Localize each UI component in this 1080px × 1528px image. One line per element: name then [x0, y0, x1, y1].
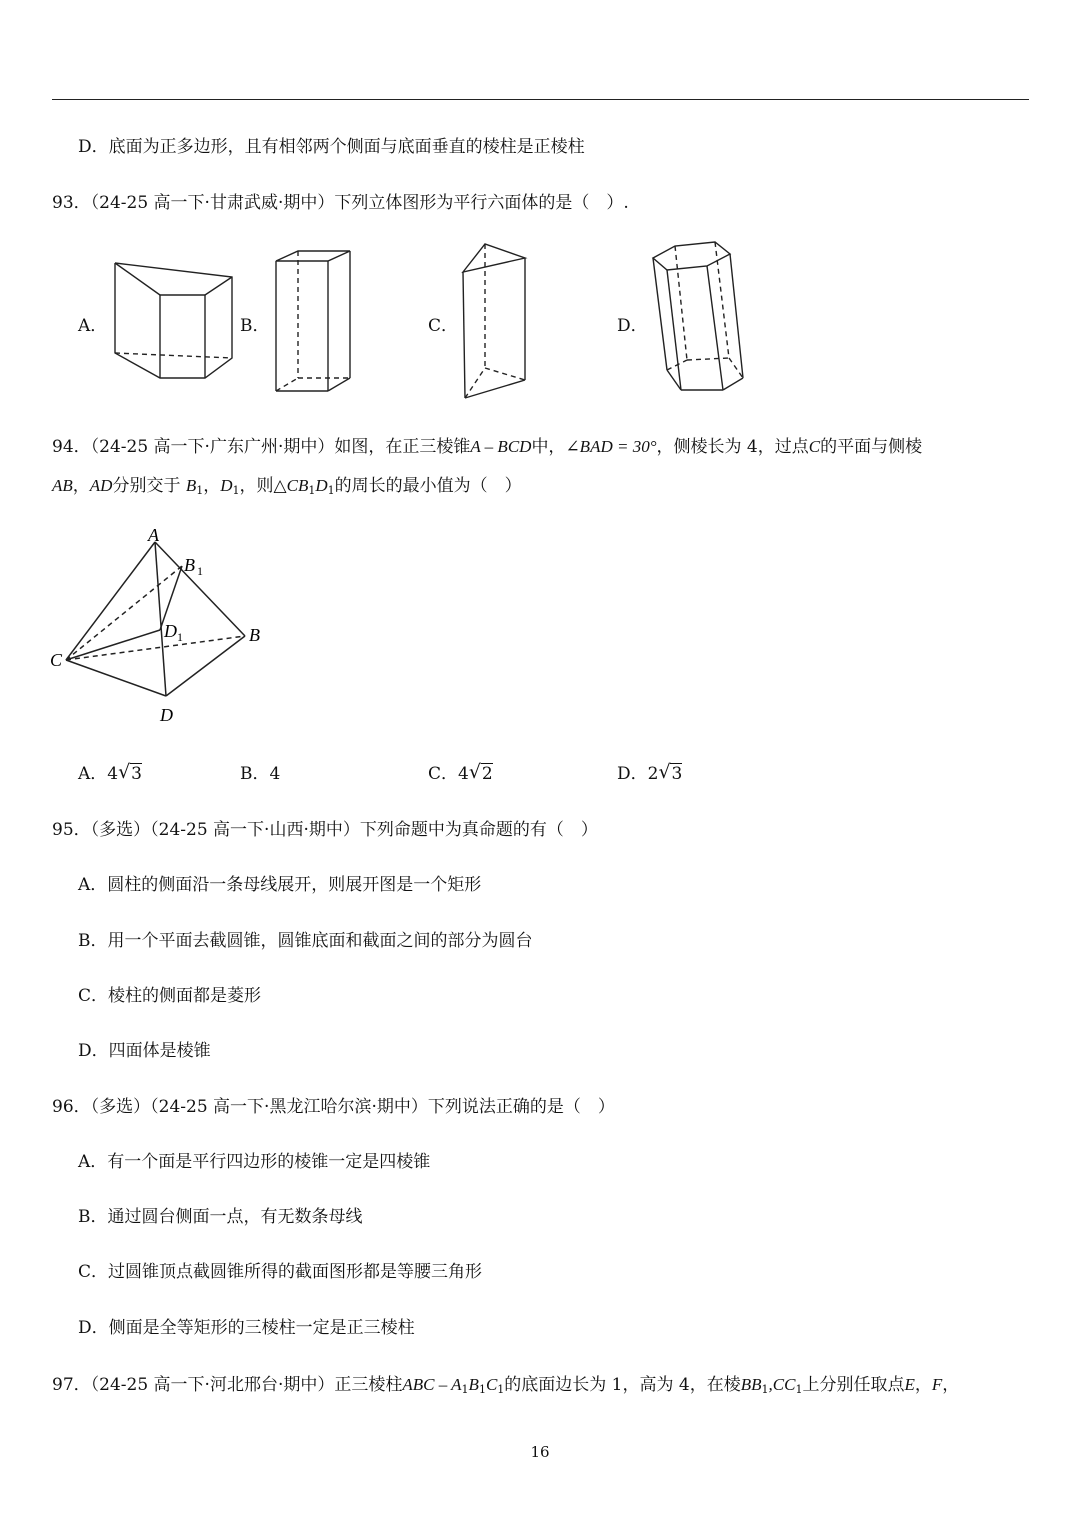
q93-option-d-label: D．: [617, 316, 648, 336]
label-a: A: [148, 525, 159, 545]
q95-option-c: C．棱柱的侧面都是菱形: [78, 986, 262, 1006]
q94-option-c: C．4 √ 2: [428, 761, 493, 784]
q96-option-b: B．通过圆台侧面一点，有无数条母线: [78, 1207, 363, 1227]
header-rule: [52, 99, 1029, 100]
q94-option-d: D．2 √ 3: [617, 761, 683, 784]
q96-stem: 96．（多选）（24-25 高一下·黑龙江哈尔滨·期中）下列说法正确的是（ ）: [52, 1097, 615, 1117]
q93-option-b-label: B．: [240, 316, 270, 336]
q94-option-b: B．4: [240, 764, 281, 784]
q95-option-d: D．四面体是棱锥: [78, 1041, 211, 1061]
q93-option-a-label: A．: [78, 316, 108, 336]
q96-option-d: D．侧面是全等矩形的三棱柱一定是正三棱柱: [78, 1318, 415, 1338]
q93-figure-a: [100, 255, 240, 385]
prism-name: ABC – A: [402, 1375, 462, 1394]
q92-option-d: D．底面为正多边形，且有相邻两个侧面与底面垂直的棱柱是正棱柱: [78, 137, 585, 157]
svg-text:1: 1: [197, 564, 203, 578]
q94-pyramid-figure: [40, 520, 280, 730]
label-b: B: [249, 625, 260, 645]
label-c: C: [50, 650, 63, 670]
pyramid-name: A – BCD: [470, 437, 532, 456]
q94-option-a: A．4 √ 3: [78, 761, 142, 784]
q95-option-b: B．用一个平面去截圆锥，圆锥底面和截面之间的部分为圆台: [78, 931, 533, 951]
q96-option-c: C．过圆锥顶点截圆锥所得的截面图形都是等腰三角形: [78, 1262, 483, 1282]
q97-stem: 97．（24-25 高一下·河北邢台·期中）正三棱柱ABC – $A_1B_1C_1$的底面边长为 1，高为 4，在棱$BB_1,CC_1$上分别任取点E，F，: [52, 1375, 960, 1396]
q96-option-a: A．有一个面是平行四边形的棱锥一定是四棱锥: [78, 1152, 431, 1172]
q94-stem-line1: 94．（24-25 高一下·广东广州·期中）如图，在正三棱锥A – BCD中，∠BAD = 30°，侧棱长为 4，过点C的平面与侧棱: [52, 437, 923, 457]
q93-stem: 93．（24-25 高一下·甘肃武威·期中）下列立体图形为平行六面体的是（ ）.: [52, 193, 629, 213]
label-d1: D: [164, 621, 177, 641]
q95-option-a: A．圆柱的侧面沿一条母线展开，则展开图是一个矩形: [78, 875, 482, 895]
q95-stem: 95．（多选）（24-25 高一下·山西·期中）下列命题中为真命题的有（ ）: [52, 820, 598, 840]
q93-figure-d: [645, 238, 750, 398]
q93-figure-c: [455, 240, 530, 405]
q93-option-c-label: C．: [428, 316, 459, 336]
svg-text:1: 1: [177, 630, 183, 644]
q94-stem-line2: AB，AD分别交于 $B_1$，$D_1$，则$\triangle CB_1D_1$的周长的最小值为（ ）: [52, 476, 522, 497]
q93-figure-b: [268, 245, 363, 395]
angle-bad: ∠BAD = 30°: [565, 437, 657, 456]
page-number: 16: [530, 1443, 550, 1461]
label-d: D: [160, 705, 173, 725]
label-b1: B: [184, 555, 195, 575]
